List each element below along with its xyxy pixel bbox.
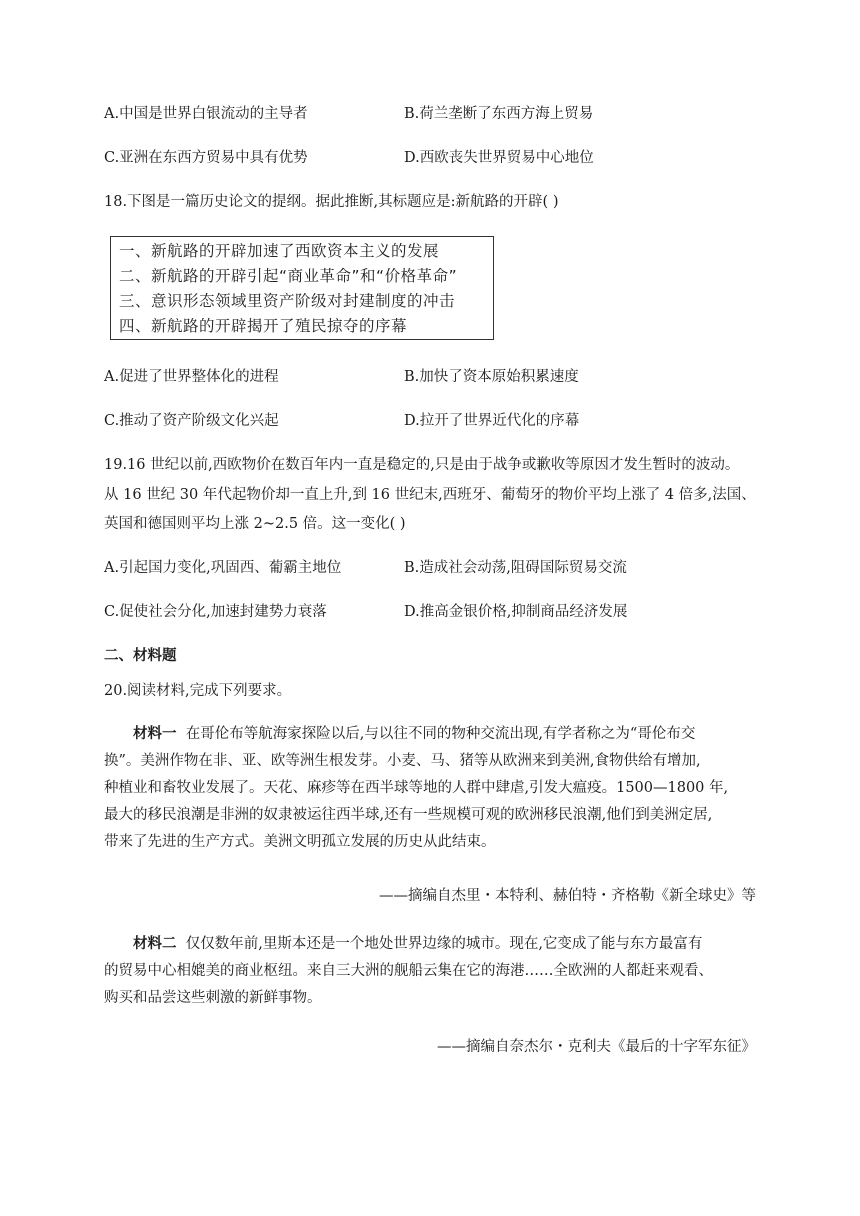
material-two-source: ——摘编自奈杰尔・克利夫《最后的十字军东征》 xyxy=(437,1039,756,1055)
q19-option-a: A.引起国力变化,巩固西、葡霸主地位 xyxy=(104,560,342,576)
material-text-line: 的贸易中心相媲美的商业枢纽。来自三大洲的舰船云集在它的海港……全欧洲的人都赶来观看、 xyxy=(104,963,713,979)
q20-stem: 20.阅读材料,完成下列要求。 xyxy=(104,683,292,699)
material-one xyxy=(104,720,756,856)
material-text-line: 在哥伦布等航海家探险以后,与以往不同的物种交流出现,有学者称之为“哥伦布交 xyxy=(185,726,696,742)
material-text-line: 最大的移民浪潮是非洲的奴隶被运往西半球,还有一些规模可观的欧洲移民浪潮,他们到美洲定居, xyxy=(104,807,713,823)
q18-stem: 18.下图是一篇历史论文的提纲。据此推断,其标题应是:新航路的开辟( ) xyxy=(104,194,559,210)
outline-box xyxy=(110,236,494,340)
q19-stem-line: 从 16 世纪 30 年代起物价却一直上升,到 16 世纪末,西班牙、葡萄牙的物价平均上涨了 4 倍多,法国、 xyxy=(104,487,756,503)
material-text-line: 仅仅数年前,里斯本还是一个地处世界边缘的城市。现在,它变成了能与东方最富有 xyxy=(185,936,703,952)
outline-item: 二、新航路的开辟引起“商业革命”和“价格革命” xyxy=(119,267,458,285)
material-one-source: ——摘编自杰里・本特利、赫伯特・齐格勒《新全球史》等 xyxy=(379,888,756,904)
q19-option-d: D.推高金银价格,抑制商品经济发展 xyxy=(404,604,628,620)
section-heading: 二、材料题 xyxy=(104,647,177,664)
q19-stem-line: 英国和德国则平均上涨 2~2.5 倍。这一变化( ) xyxy=(104,516,406,532)
outline-item: 三、意识形态领域里资产阶级对封建制度的冲击 xyxy=(119,292,456,310)
q19-option-c: C.促使社会分化,加速封建势力衰落 xyxy=(104,604,327,620)
outline-item: 四、新航路的开辟揭开了殖民掠夺的序幕 xyxy=(119,317,408,335)
material-two xyxy=(104,930,756,1012)
material-text-line: 种植业和畜牧业发展了。天花、麻疹等在西半球等地的人群中肆虐,引发大瘟疫。1500—1800 年, xyxy=(104,780,729,796)
q18-option-b: B.加快了资本原始积累速度 xyxy=(404,369,579,385)
q17-option-b: B.荷兰垄断了东西方海上贸易 xyxy=(404,106,594,122)
material-two-label: 材料二 xyxy=(133,935,177,952)
material-text-line: 购买和品尝这些刺激的新鲜事物。 xyxy=(104,990,322,1006)
q17-option-c: C.亚洲在东西方贸易中具有优势 xyxy=(104,150,308,166)
material-text-line: 换”。美洲作物在非、亚、欧等洲生根发芽。小麦、马、猪等从欧洲来到美洲,食物供给有增加, xyxy=(104,753,701,769)
outline-item: 一、新航路的开辟加速了西欧资本主义的发展 xyxy=(119,242,440,260)
material-text-line: 带来了先进的生产方式。美洲文明孤立发展的历史从此结束。 xyxy=(104,834,496,850)
q18-option-d: D.拉开了世界近代化的序幕 xyxy=(404,413,580,429)
q17-option-a: A.中国是世界白银流动的主导者 xyxy=(104,106,308,122)
q18-option-a: A.促进了世界整体化的进程 xyxy=(104,369,279,385)
q19-option-b: B.造成社会动荡,阻碍国际贸易交流 xyxy=(404,560,627,576)
q17-option-d: D.西欧丧失世界贸易中心地位 xyxy=(404,150,594,166)
material-one-label: 材料一 xyxy=(133,725,177,742)
q18-option-c: C.推动了资产阶级文化兴起 xyxy=(104,413,279,429)
q19-stem-line: 19.16 世纪以前,西欧物价在数百年内一直是稳定的,只是由于战争或歉收等原因才发生暂时的波动。 xyxy=(104,457,740,473)
